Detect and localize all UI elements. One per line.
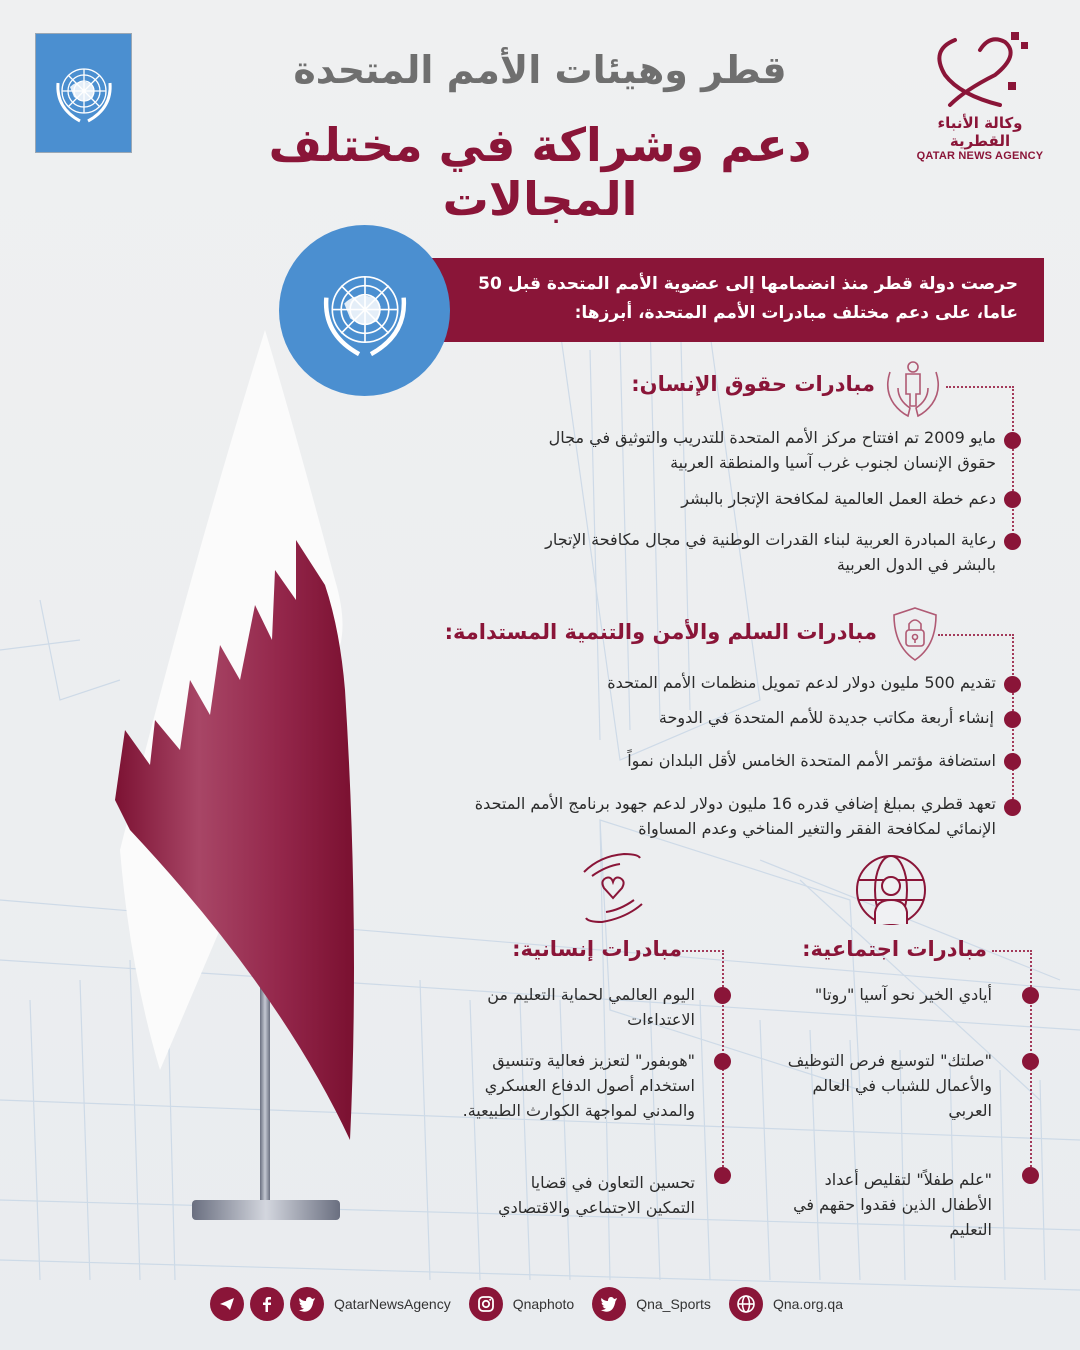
bullet-dot [1004, 533, 1021, 550]
bullet-dot [1004, 711, 1021, 728]
bullet-dot [1022, 1053, 1039, 1070]
connector-line [992, 950, 1032, 952]
section-title-humanitarian: مبادرات إنسانية: [512, 937, 682, 961]
shield-lock-icon [890, 606, 940, 662]
list-item: "هوبفور" لتعزيز فعالية وتنسيق استخدام أصول الدفاع العسكري والمدني لمواجهة الكوارث الطبيعية. [462, 1051, 695, 1120]
bullet-dot [714, 1167, 731, 1184]
qna-name-en: QATAR NEWS AGENCY [916, 150, 1044, 162]
qna-name-ar: وكالة الأنباء القطرية [937, 114, 1023, 150]
connector-line [1012, 386, 1014, 546]
hands-heart-icon [580, 848, 646, 926]
connector-line [938, 634, 1014, 636]
hands-person-icon [880, 360, 946, 420]
list-item: مايو 2009 تم افتتاح مركز الأمم المتحدة للتدريب والتوثيق في مجال حقوق الإنسان لجنوب غرب آسيا والمنطقة العربية [548, 428, 996, 472]
bullet-dot [1004, 491, 1021, 508]
bullet-dot [1004, 432, 1021, 449]
section-title-human-rights: مبادرات حقوق الإنسان: [631, 372, 875, 396]
footer-link-qatarnewsagency[interactable]: QatarNewsAgency [334, 1296, 451, 1312]
bullet-dot [1022, 1167, 1039, 1184]
instagram-icon[interactable] [469, 1287, 503, 1321]
footer-link-qna-sports[interactable]: Qna_Sports [636, 1296, 711, 1312]
page-title-line1: قطر وهيئات الأمم المتحدة [293, 48, 787, 92]
list-item: رعاية المبادرة العربية لبناء القدرات الوطنية في مجال مكافحة الإتجار بالبشر في الدول العربية [545, 530, 996, 574]
bullet-dot [714, 987, 731, 1004]
footer-link-qnaphoto[interactable]: Qnaphoto [512, 1296, 575, 1312]
footer-link-website[interactable]: Qna.org.qa [772, 1296, 843, 1312]
flag-stand-base [192, 1200, 340, 1220]
list-item: أيادي الخير نحو آسيا "روتا" [814, 985, 992, 1004]
bullet-dot [1004, 799, 1021, 816]
globe-person-icon [853, 852, 929, 928]
qna-logo [905, 30, 1055, 160]
list-item: إنشاء أربعة مكاتب جديدة للأمم المتحدة في الدوحة [658, 708, 994, 727]
qna-logo-icon [925, 30, 1035, 110]
un-emblem-icon [44, 53, 124, 133]
list-item: تقديم 500 مليون دولار لدعم تمويل منظمات الأمم المتحدة [607, 673, 996, 692]
list-item: "علم طفلاً" لتقليص أعداد الأطفال الذين فقدوا حقهم في التعليم [793, 1170, 992, 1239]
social-footer [210, 1286, 855, 1322]
intro-banner: حرصت دولة قطر منذ انضمامها إلى عضوية الأمم المتحدة قبل 50 عاما، على دعم مختلف مبادرات الأمم المتحدة، أبرزها: [400, 258, 1044, 342]
bullet-dot [714, 1053, 731, 1070]
twitter-icon[interactable] [592, 1287, 626, 1321]
connector-line [946, 386, 1014, 388]
bullet-dot [1004, 676, 1021, 693]
list-item: دعم خطة العمل العالمية لمكافحة الإتجار بالبشر [681, 489, 996, 508]
un-flag-square [35, 33, 132, 153]
section-title-social: مبادرات اجتماعية: [802, 937, 987, 961]
bullet-dot [1004, 753, 1021, 770]
list-item: تحسين التعاون في قضايا التمكين الاجتماعي والاقتصادي [498, 1173, 695, 1217]
section-title-peace-security: مبادرات السلم والأمن والتنمية المستدامة: [444, 620, 877, 644]
globe-icon[interactable] [729, 1287, 763, 1321]
list-item: استضافة مؤتمر الأمم المتحدة الخامس لأقل البلدان نمواً [627, 751, 996, 770]
page-title-line2: دعم وشراكة في مختلف المجالات [268, 118, 812, 226]
twitter-icon[interactable] [290, 1287, 324, 1321]
list-item: تعهد قطري بمبلغ إضافي قدره 16 مليون دولار لدعم جهود برنامج الأمم المتحدة الإنمائي لمكافحة الفقر والتغير المناخي وعدم المساواة [474, 794, 996, 838]
telegram-icon[interactable] [210, 1287, 244, 1321]
facebook-icon[interactable] [250, 1287, 284, 1321]
list-item: "صلتك" لتوسيع فرص التوظيف والأعمال للشباب في العالم العربي [787, 1051, 992, 1120]
connector-line [682, 950, 724, 952]
list-item: اليوم العالمي لحماية التعليم من الاعتداءات [487, 985, 695, 1029]
bullet-dot [1022, 987, 1039, 1004]
qatar-flag [100, 330, 500, 1230]
